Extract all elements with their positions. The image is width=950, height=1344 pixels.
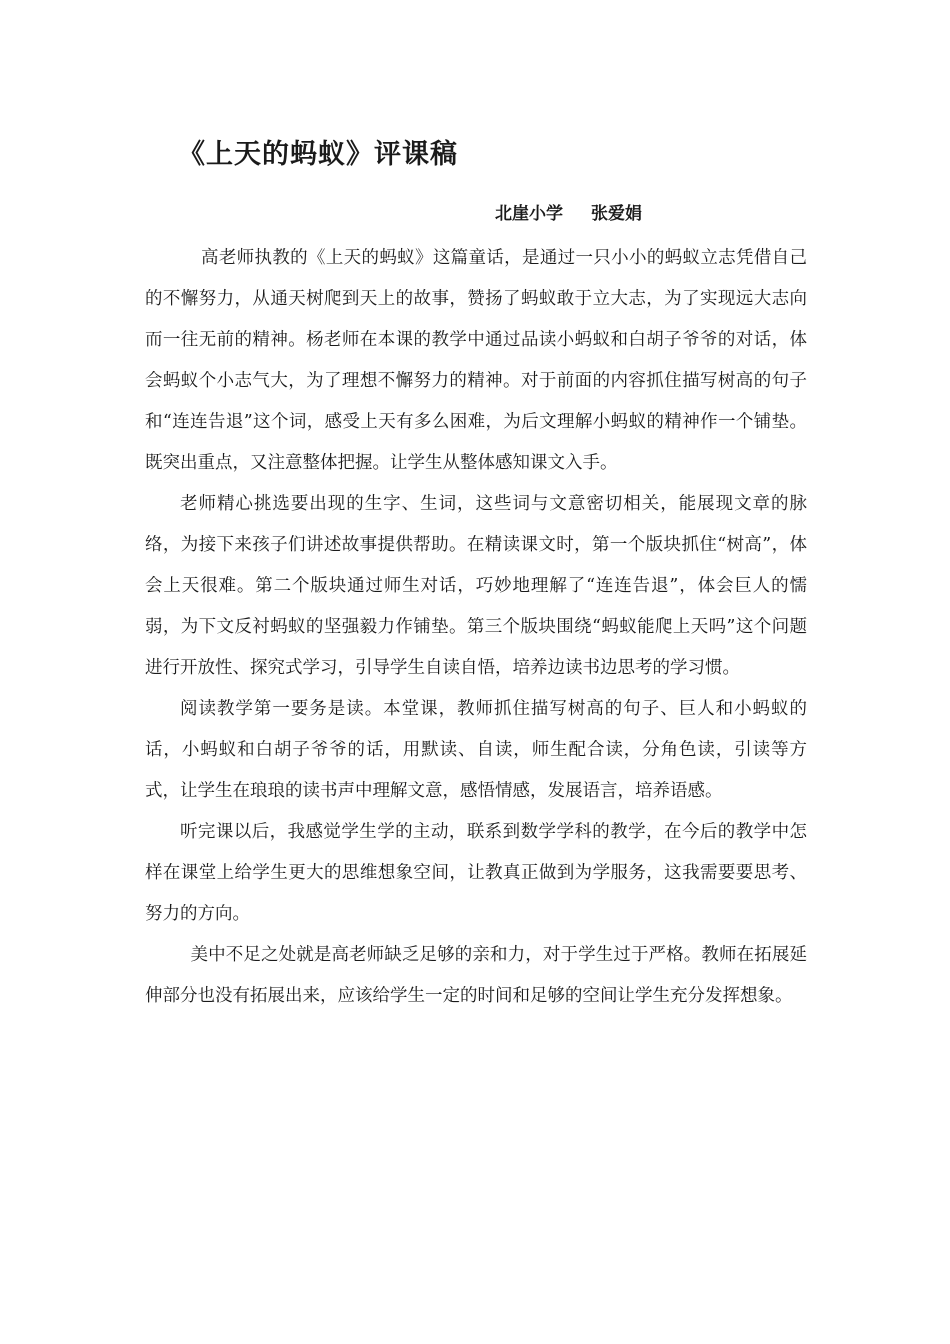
author-line [495, 199, 642, 224]
paragraph: 老师精心挑选要出现的生字、生词，这些词与文意密切相关，能展现文章的脉络，为接下来孩子们讲述故事提供帮助。在精读课文时，第一个版块抓住“树高”，体会上天很难。第二个版块通过师生对话，巧妙地理解了“连连告退”，体会巨人的懦弱，为下文反衬蚂蚁的坚强毅力作铺垫。第三个版块围绕“蚂蚁能爬上天吗”这个问题进行开放性、探究式学习，引导学生自读自悟，培养边读书边思考的学习惯。 [145, 494, 807, 678]
school-name: 北崖小学 [495, 204, 563, 224]
author-name: 张爱娟 [591, 204, 642, 224]
document-body [145, 238, 807, 1017]
paragraph: 听完课以后，我感觉学生学的主动，联系到数学学科的教学，在今后的教学中怎样在课堂上给学生更大的思维想象空间，让教真正做到为学服务，这我需要要思考、努力的方向。 [145, 822, 807, 924]
paragraph: 美中不足之处就是高老师缺乏足够的亲和力，对于学生过于严格。教师在拓展延伸部分也没有拓展出来，应该给学生一定的时间和足够的空间让学生充分发挥想象。 [145, 945, 807, 1006]
document-title: 《上天的蚂蚁》评课稿 [178, 139, 458, 170]
paragraph: 阅读教学第一要务是读。本堂课，教师抓住描写树高的句子、巨人和小蚂蚁的话，小蚂蚁和白胡子爷爷的话，用默读、自读，师生配合读，分角色读，引读等方式，让学生在琅琅的读书声中理解文意，感悟情感，发展语言，培养语感。 [145, 699, 807, 801]
paragraph: 高老师执教的《上天的蚂蚁》这篇童话，是通过一只小小的蚂蚁立志凭借自己的不懈努力，从通天树爬到天上的故事，赞扬了蚂蚁敢于立大志，为了实现远大志向而一往无前的精神。杨老师在本课的教学中通过品读小蚂蚁和白胡子爷爷的对话，体会蚂蚁个小志气大，为了理想不懈努力的精神。对于前面的内容抓住描写树高的句子和“连连告退”这个词，感受上天有多么困难，为后文理解小蚂蚁的精神作一个铺垫。既突出重点，又注意整体把握。让学生从整体感知课文入手。 [145, 248, 807, 473]
